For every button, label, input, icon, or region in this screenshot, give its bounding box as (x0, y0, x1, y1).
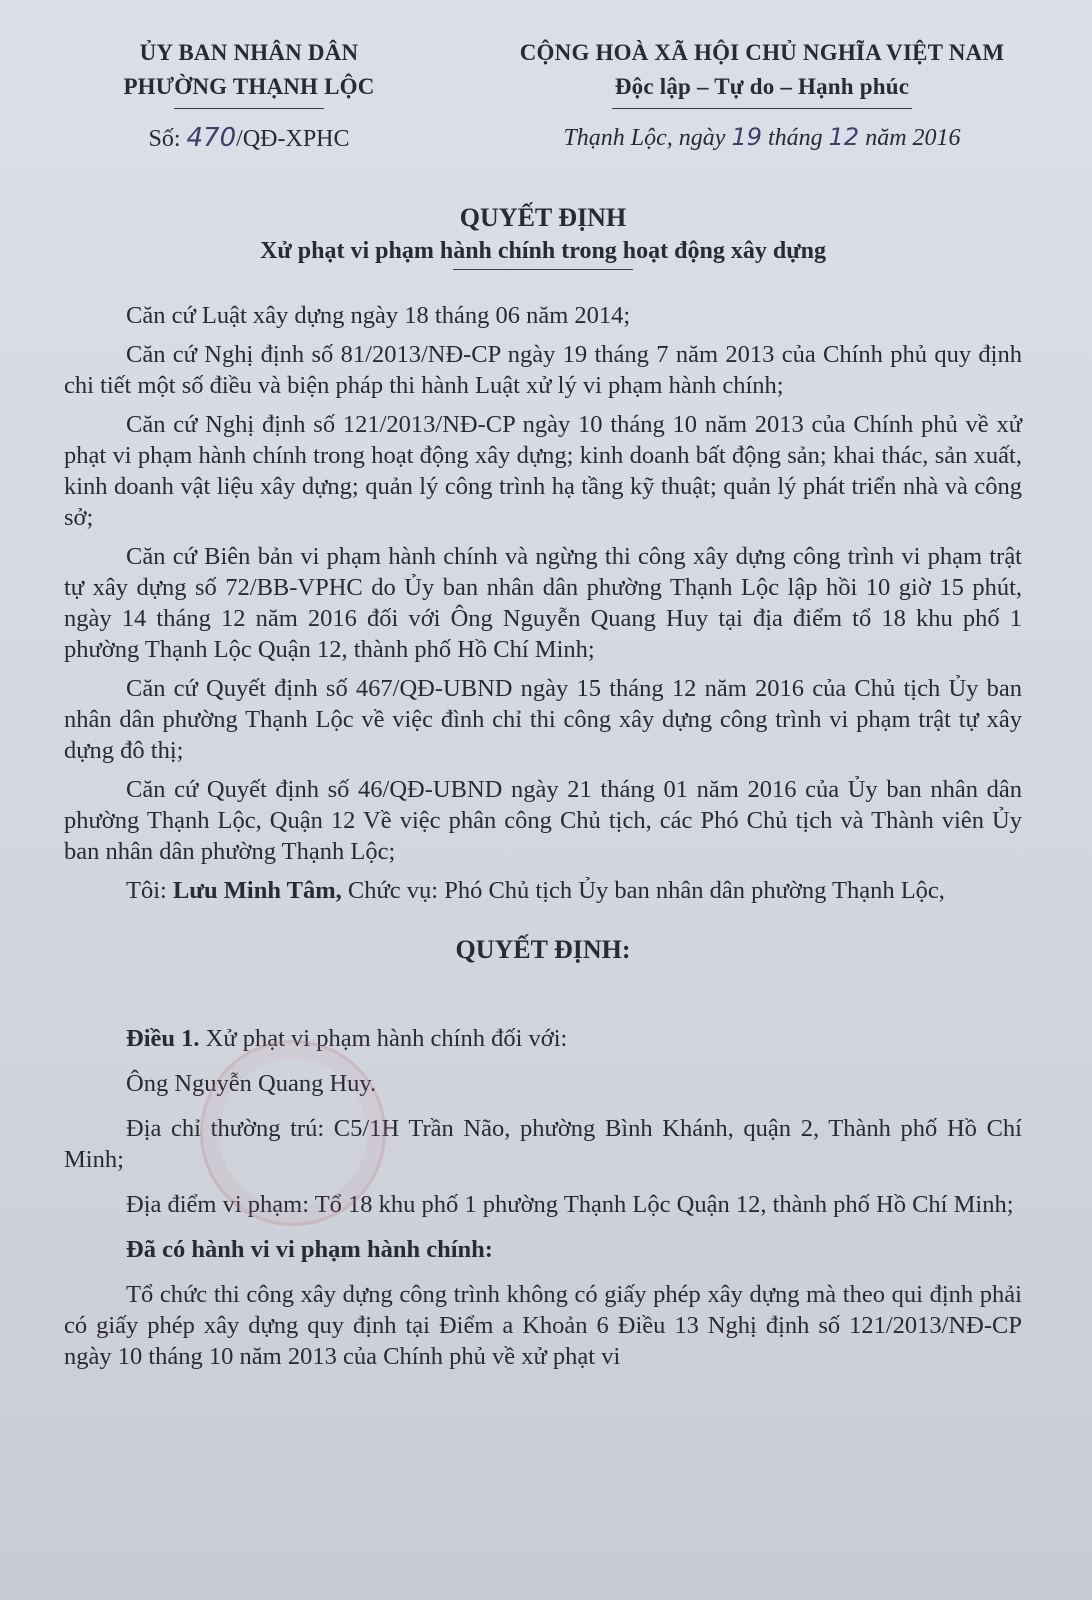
document-header (64, 36, 1022, 153)
violation-heading-text: Đã có hành vi vi phạm hành chính: (126, 1236, 493, 1263)
violation-location: Địa điểm vi phạm: Tổ 18 khu phố 1 phường Thạnh Lộc Quận 12, thành phố Hồ Chí Minh; (126, 1191, 1014, 1218)
document-date (502, 123, 1022, 152)
org-line-2: PHƯỜNG THẠNH LỘC (123, 74, 375, 99)
org-line-1: ỦY BAN NHÂN DÂN (139, 40, 359, 65)
document-number-handwritten: 470 (186, 123, 237, 153)
legal-basis-5: Căn cứ Quyết định số 467/QĐ-UBND ngày 15 tháng 12 năm 2016 của Chủ tịch Ủy ban nhân dân phường Thạnh Lộc về việc đình chỉ thi công xây dựng công trình vi phạm trật tự xây dựng đô thị; (64, 675, 1022, 764)
title-rule (453, 269, 633, 270)
violation-description: Tổ chức thi công xây dựng công trình không có giấy phép xây dựng mà theo qui định phải có giấy phép xây dựng quy định tại Điểm a Khoản 6 Điều 13 Nghị định số 121/2013/NĐ-CP ngày 10 tháng 10 năm 2013 của Chính phủ về xử phạt vi (64, 1281, 1022, 1370)
violation-heading (64, 1234, 1022, 1265)
date-month-label: tháng (761, 125, 829, 151)
article-1-text: Xử phạt vi phạm hành chính đối với: (199, 1025, 568, 1052)
violator-name: Ông Nguyễn Quang Huy. (126, 1070, 377, 1097)
signer-statement (64, 875, 1022, 906)
document-number (64, 123, 434, 153)
document-title (64, 201, 1022, 270)
article-1-label: Điều 1. (126, 1025, 200, 1052)
issuing-authority (64, 36, 434, 153)
violator-address: Địa chỉ thường trú: C5/1H Trần Não, phường Bình Khánh, quận 2, Thành phố Hồ Chí Minh; (64, 1115, 1022, 1173)
header-rule-right (612, 108, 912, 109)
document-body (64, 300, 1022, 1372)
date-place: Thạnh Lộc, ngày (563, 125, 732, 151)
document-number-suffix: /QĐ-XPHC (236, 126, 350, 152)
national-heading (502, 36, 1022, 153)
nation-line-2: Độc lập – Tự do – Hạnh phúc (614, 74, 910, 99)
legal-basis-1: Căn cứ Luật xây dựng ngày 18 tháng 06 năm 2014; (126, 302, 631, 329)
legal-basis-2: Căn cứ Nghị định số 81/2013/NĐ-CP ngày 19 tháng 7 năm 2013 của Chính phủ quy định chi tiết một số điều và biện pháp thi hành Luật xử lý vi phạm hành chính; (64, 341, 1022, 399)
signer-role: Chức vụ: Phó Chủ tịch Ủy ban nhân dân phường Thạnh Lộc, (341, 877, 945, 904)
legal-basis-4: Căn cứ Biên bản vi phạm hành chính và ngừng thi công xây dựng công trình vi phạm trật tự xây dựng số 72/BB-VPHC do Ủy ban nhân dân phường Thạnh Lộc lập hồi 10 giờ 15 phút, ngày 14 tháng 12 năm 2016 đối với Ông Nguyễn Quang Huy tại địa điểm tổ 18 khu phố 1 phường Thạnh Lộc Quận 12, thành phố Hồ Chí Minh; (64, 543, 1022, 663)
legal-basis-3: Căn cứ Nghị định số 121/2013/NĐ-CP ngày 10 tháng 10 năm 2013 của Chính phủ về xử phạt vi phạm hành chính trong hoạt động xây dựng; kinh doanh bất động sản; khai thác, sản xuất, kinh doanh vật liệu xây dựng; quản lý công trình hạ tầng kỹ thuật; quản lý phát triển nhà và công sở; (64, 411, 1022, 531)
date-month-handwritten: 12 (828, 123, 860, 151)
signer-name: Lưu Minh Tâm, (172, 877, 342, 904)
title-subject: Xử phạt vi phạm hành chính trong hoạt động xây dựng (260, 238, 826, 264)
nation-line-1: CỘNG HOÀ XÃ HỘI CHỦ NGHĨA VIỆT NAM (519, 40, 1005, 65)
date-year: năm 2016 (859, 125, 961, 151)
document-number-prefix: Số: (148, 126, 187, 152)
header-rule-left (174, 108, 324, 109)
decision-heading: QUYẾT ĐỊNH: (455, 935, 631, 964)
signer-prefix: Tôi: (126, 877, 173, 904)
legal-basis-6: Căn cứ Quyết định số 46/QĐ-UBND ngày 21 tháng 01 năm 2016 của Ủy ban nhân dân phường Thạnh Lộc, Quận 12 Về việc phân công Chủ tịch, các Phó Chủ tịch và Thành viên Ủy ban nhân dân phường Thạnh Lộc; (64, 776, 1022, 865)
article-1 (64, 1023, 1022, 1054)
date-day-handwritten: 19 (731, 123, 762, 151)
title-main: QUYẾT ĐỊNH (459, 203, 627, 232)
official-seal (200, 1040, 386, 1226)
